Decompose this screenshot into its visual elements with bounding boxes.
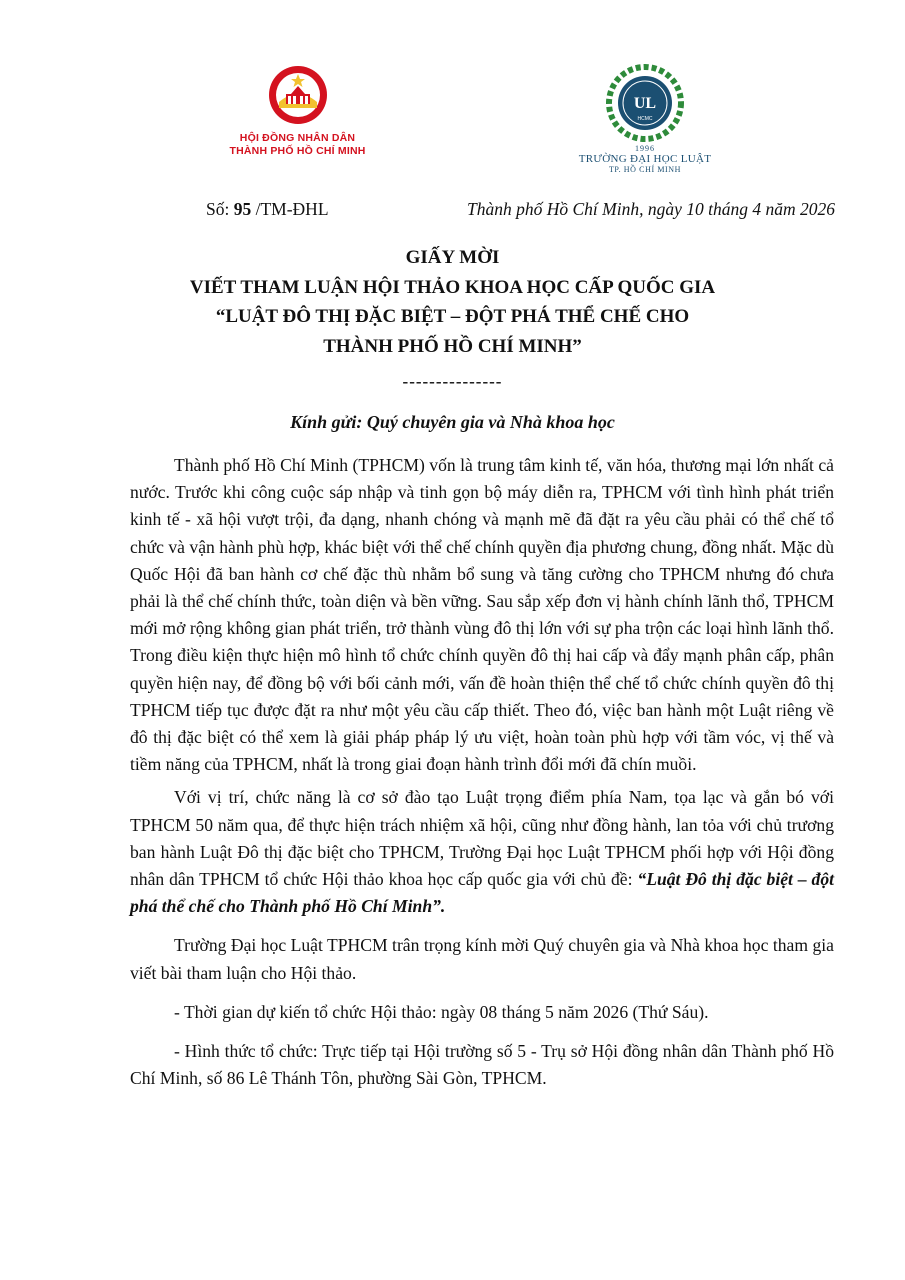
doc-number-prefix: Số: xyxy=(206,199,234,219)
body-paragraph-3: Trường Đại học Luật TPHCM trân trọng kính mời Quý chuyên gia và Nhà khoa học tham gia viết bài tham luận cho Hội thảo. xyxy=(130,935,834,983)
body-paragraph-format: - Hình thức tổ chức: Trực tiếp tại Hội trường số 5 - Trụ sở Hội đồng nhân dân Thành phố Hồ Chí Minh, số 86 Lê Thánh Tôn, phường Sài Gòn, TPHCM. xyxy=(130,1041,834,1089)
hdnd-logo-block xyxy=(220,64,375,158)
doc-number-suffix: /TM-ĐHL xyxy=(251,199,329,219)
uni-name: TRƯỜNG ĐẠI HỌC LUẬT xyxy=(578,153,712,165)
body-paragraph-2-text: Với vị trí, chức năng là cơ sở đào tạo Luật trọng điểm phía Nam, tọa lạc và gắn bó với TPHCM 50 năm qua, để thực hiện trách nhiệm xã hội, cũng như đồng hành, lan tỏa với chủ trương ban hành Luật Đô thị đặc biệt cho TPHCM, Trường Đại học Luật TPHCM phối hợp với Hội đồng nhân dân TPHCM tổ chức Hội thảo khoa học cấp quốc gia với chủ đề: xyxy=(130,787,834,890)
uni-logo-block xyxy=(560,64,730,175)
uni-logo-sub: HCMC xyxy=(637,116,653,122)
body-paragraph-1: Thành phố Hồ Chí Minh (TPHCM) vốn là trung tâm kinh tế, văn hóa, thương mại lớn nhất cả nước. Trước khi công cuộc sáp nhập và tinh gọn bộ máy diễn ra, TPHCM với tình hình phát triển kinh tế - xã hội vượt trội, đa dạng, nhanh chóng và mạnh mẽ đã đặt ra yêu cầu phải có thể chế tổ chức và vận hành phù hợp, khác biệt với thể chế chính quyền địa phương chung, đồng nhất. Mặc dù Quốc Hội đã ban hành cơ chế đặc thù nhằm bổ sung và tăng cường cho TPHCM nhưng đó chưa phải là thể chế chính thức, toàn diện và bền vững. Sau sắp xếp đơn vị hành chính lãnh thổ, TPHCM mới mở rộng không gian phát triển, trở thành vùng đô thị lớn với sự pha trộn các loại hình lãnh thổ. Trong điều kiện thực hiện mô hình tổ chức chính quyền đô thị hai cấp và đẩy mạnh phân cấp, phân quyền hiện nay, để đồng bộ với bối cảnh mới, vấn đề hoàn thiện thể chế tổ chức chính quyền đô thị TPHCM tiếp tục được đặt ra như một yêu cầu cấp thiết. Theo đó, việc ban hành một Luật riêng về đô thị đặc biệt có thể xem là giải pháp pháp lý ưu việt, hoàn toàn phù hợp với tầm vóc, vị thế và tiềm năng của TPHCM, nhất là trong giai đoạn hành trình đổi mới đã chín muồi. xyxy=(130,455,834,775)
salutation: Kính gửi: Quý chuyên gia và Nhà khoa học xyxy=(290,412,615,432)
title-line3: “LUẬT ĐÔ THỊ ĐẶC BIỆT – ĐỘT PHÁ THỂ CHẾ CHO xyxy=(215,306,690,327)
uni-emblem-icon xyxy=(605,64,685,142)
uni-city: TP. HỒ CHÍ MINH xyxy=(608,165,682,174)
title-line2: VIẾT THAM LUẬN HỘI THẢO KHOA HỌC CẤP QUỐC GIA xyxy=(189,276,716,298)
document-number xyxy=(206,199,329,220)
place-and-date: Thành phố Hồ Chí Minh, ngày 10 tháng 4 năm 2026 xyxy=(467,199,835,219)
title-divider: --------------- xyxy=(402,372,503,391)
conference-topic: “Luật Đô thị đặc biệt – đột phá thể chế cho Thành phố Hồ Chí Minh”. xyxy=(130,869,835,917)
doc-number-value: 95 xyxy=(233,199,252,219)
uni-year: 1996 xyxy=(635,144,655,153)
body-paragraph-2 xyxy=(130,784,834,920)
letter-body xyxy=(130,452,834,1092)
hdnd-name-line1: HỘI ĐỒNG NHÂN DÂN xyxy=(239,132,356,144)
title-line1: GIẤY MỜI xyxy=(405,247,500,268)
hdnd-emblem-icon xyxy=(267,64,329,126)
document-title xyxy=(0,243,905,361)
body-paragraph-time: - Thời gian dự kiến tổ chức Hội thảo: ngày 08 tháng 5 năm 2026 (Thứ Sáu). xyxy=(174,1001,709,1022)
hdnd-org-name xyxy=(220,132,375,158)
hdnd-name-line2: THÀNH PHỐ HỒ CHÍ MINH xyxy=(229,145,366,157)
uni-logo-mark: UL xyxy=(633,95,657,112)
title-line4: THÀNH PHỐ HỒ CHÍ MINH” xyxy=(323,335,582,357)
